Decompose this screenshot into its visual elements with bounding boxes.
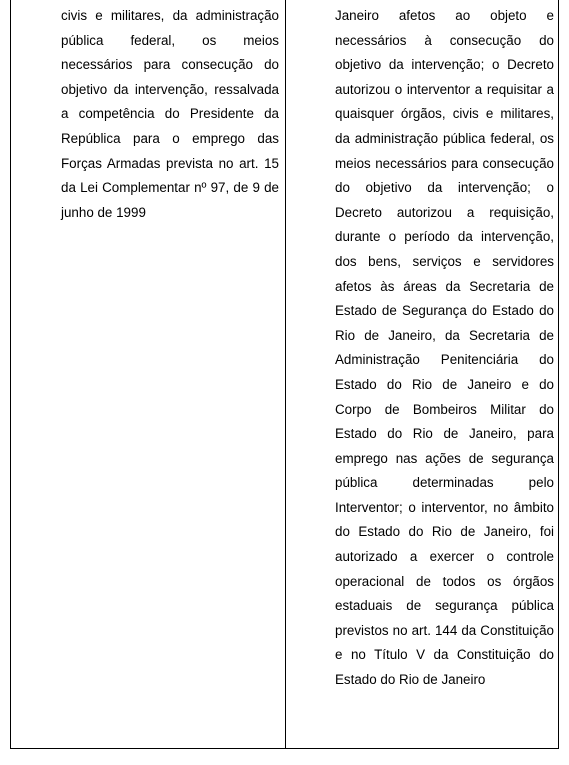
table-cell-right: Janeiro afetos ao objeto e necessários à consecução do objetivo da intervenção; o Decreto autorizou o interventor a requisitar a quaisquer órgãos, civis e militares, da administração pública federal, os meios necessários para consecução do objetivo da intervenção; o Decreto autorizou a requisição, durante o período da intervenção, dos bens, serviços e servidores afetos às áreas da Secretaria de Estado de Segurança do Estado do Rio de Janeiro, da Secretaria de Administração Penitenciária do Estado do Rio de Janeiro e do Corpo de Bombeiros Militar do Estado do Rio de Janeiro, para emprego nas ações de segurança pública determinadas pelo Interventor; o interventor, no âmbito do Estado do Rio de Janeiro, foi autorizado a exercer o controle operacional de todos os órgãos estaduais de segurança pública previstos no art. 144 da Constituição e no Título V da Constituição do Estado do Rio de Janeiro xyxy=(335,8,554,688)
document-table xyxy=(10,0,559,749)
table-cell-left: civis e militares, da administração pública federal, os meios necessários para consecução do objetivo da intervenção, ressalvada a competência do Presidente da República para o emprego das Forças Armadas prevista no art. 15 da Lei Complementar nº 97, de 9 de junho de 1999 xyxy=(61,8,279,220)
column-divider xyxy=(285,0,286,748)
